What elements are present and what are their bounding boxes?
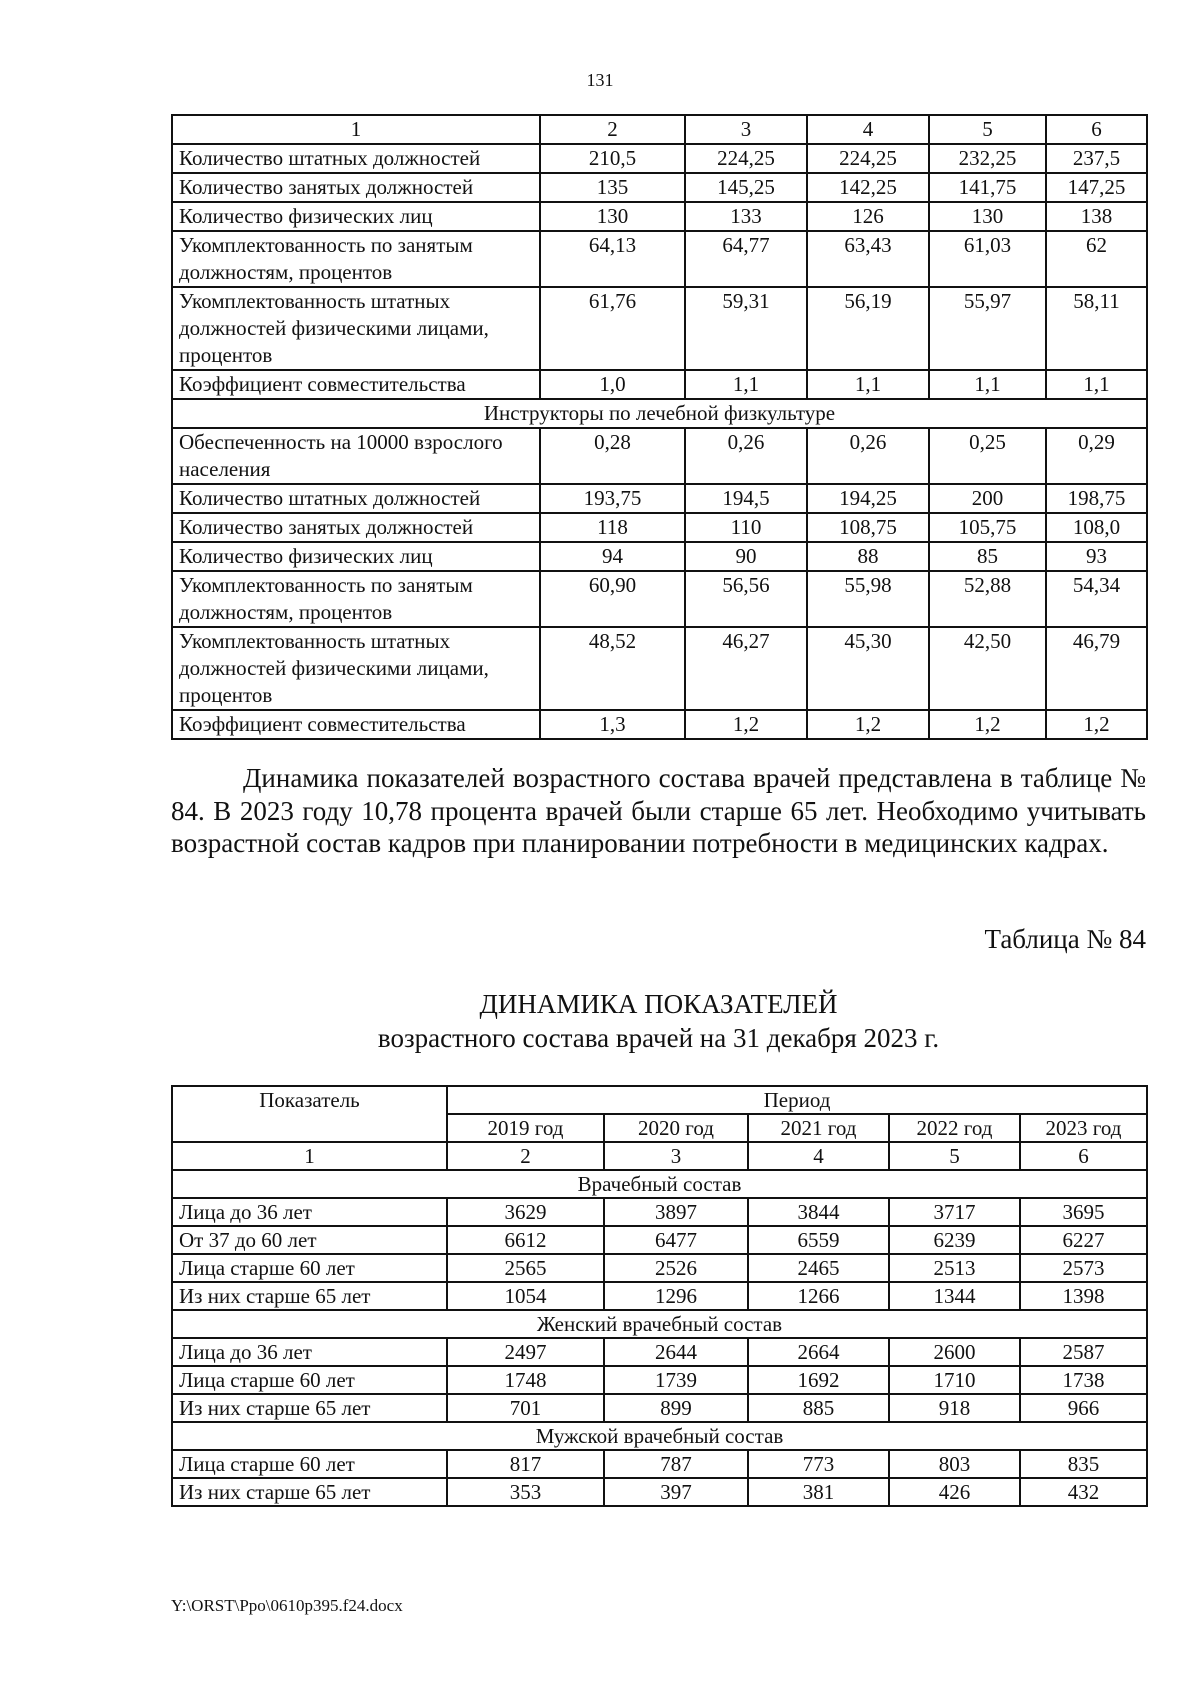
period-header: Период bbox=[447, 1086, 1147, 1114]
cell-value: 105,75 bbox=[929, 513, 1046, 542]
row-label: Укомплектованность по занятым должностям, процентов bbox=[172, 571, 540, 627]
cell-value: 381 bbox=[748, 1478, 889, 1506]
table-row bbox=[172, 1450, 1147, 1478]
table-row bbox=[172, 513, 1147, 542]
cell-value: 1344 bbox=[889, 1282, 1020, 1310]
cell-value: 2497 bbox=[447, 1338, 604, 1366]
row-label: Из них старше 65 лет bbox=[172, 1478, 447, 1506]
cell-value: 3717 bbox=[889, 1198, 1020, 1226]
cell-value: 54,34 bbox=[1046, 571, 1147, 627]
cell-value: 1054 bbox=[447, 1282, 604, 1310]
row-label: Лица старше 60 лет bbox=[172, 1450, 447, 1478]
row-label: Количество занятых должностей bbox=[172, 173, 540, 202]
cell-value: 1,2 bbox=[685, 710, 807, 739]
section-title: Женский врачебный состав bbox=[172, 1310, 1147, 1338]
cell-value: 1,1 bbox=[929, 370, 1046, 399]
cell-value: 88 bbox=[807, 542, 929, 571]
section-row bbox=[172, 1170, 1147, 1198]
cell-value: 59,31 bbox=[685, 287, 807, 370]
cell-value: 56,56 bbox=[685, 571, 807, 627]
row-label: От 37 до 60 лет bbox=[172, 1226, 447, 1254]
column-number: 4 bbox=[748, 1142, 889, 1170]
staffing-table bbox=[171, 114, 1148, 740]
year-header: 2023 год bbox=[1020, 1114, 1147, 1142]
cell-value: 1,0 bbox=[540, 370, 685, 399]
cell-value: 142,25 bbox=[807, 173, 929, 202]
row-label: Лица до 36 лет bbox=[172, 1338, 447, 1366]
cell-value: 55,97 bbox=[929, 287, 1046, 370]
cell-value: 3897 bbox=[604, 1198, 748, 1226]
age-composition-table bbox=[171, 1085, 1148, 1507]
row-label: Количество занятых должностей bbox=[172, 513, 540, 542]
cell-value: 2573 bbox=[1020, 1254, 1147, 1282]
cell-value: 1,1 bbox=[685, 370, 807, 399]
cell-value: 899 bbox=[604, 1394, 748, 1422]
column-number: 3 bbox=[604, 1142, 748, 1170]
cell-value: 232,25 bbox=[929, 144, 1046, 173]
cell-value: 2526 bbox=[604, 1254, 748, 1282]
cell-value: 1398 bbox=[1020, 1282, 1147, 1310]
row-label: Обеспеченность на 10000 взрослого населения bbox=[172, 428, 540, 484]
file-path-footer: Y:\ORST\Ppo\0610p395.f24.docx bbox=[171, 1596, 403, 1615]
cell-value: 0,26 bbox=[807, 428, 929, 484]
row-label: Коэффициент совместительства bbox=[172, 710, 540, 739]
row-label: Укомплектованность штатных должностей физическими лицами, процентов bbox=[172, 287, 540, 370]
cell-value: 2600 bbox=[889, 1338, 1020, 1366]
table-row bbox=[172, 571, 1147, 627]
cell-value: 55,98 bbox=[807, 571, 929, 627]
cell-value: 237,5 bbox=[1046, 144, 1147, 173]
column-number: 6 bbox=[1046, 115, 1147, 144]
cell-value: 126 bbox=[807, 202, 929, 231]
cell-value: 45,30 bbox=[807, 627, 929, 710]
cell-value: 1,3 bbox=[540, 710, 685, 739]
column-number: 4 bbox=[807, 115, 929, 144]
table-title-line1: ДИНАМИКА ПОКАЗАТЕЛЕЙ bbox=[479, 989, 838, 1019]
cell-value: 0,26 bbox=[685, 428, 807, 484]
cell-value: 0,29 bbox=[1046, 428, 1147, 484]
paragraph-text: Динамика показателей возрастного состава врачей представлена в таблице № 84. В 2023 году 10,78 процента врачей были старше 65 лет. Необходимо учитывать возрастной состав кадров при планировании потребности в медицинских кадрах. bbox=[171, 763, 1146, 858]
cell-value: 135 bbox=[540, 173, 685, 202]
cell-value: 432 bbox=[1020, 1478, 1147, 1506]
cell-value: 835 bbox=[1020, 1450, 1147, 1478]
table-row bbox=[172, 627, 1147, 710]
cell-value: 2664 bbox=[748, 1338, 889, 1366]
cell-value: 2587 bbox=[1020, 1338, 1147, 1366]
cell-value: 133 bbox=[685, 202, 807, 231]
cell-value: 210,5 bbox=[540, 144, 685, 173]
section-row bbox=[172, 1310, 1147, 1338]
cell-value: 1739 bbox=[604, 1366, 748, 1394]
cell-value: 198,75 bbox=[1046, 484, 1147, 513]
cell-value: 56,19 bbox=[807, 287, 929, 370]
table-title-line2: возрастного состава врачей на 31 декабря 2023 г. bbox=[377, 1023, 940, 1053]
cell-value: 58,11 bbox=[1046, 287, 1147, 370]
cell-value: 60,90 bbox=[540, 571, 685, 627]
cell-value: 3695 bbox=[1020, 1198, 1147, 1226]
cell-value: 42,50 bbox=[929, 627, 1046, 710]
cell-value: 1266 bbox=[748, 1282, 889, 1310]
table-row bbox=[172, 1394, 1147, 1422]
column-number: 2 bbox=[447, 1142, 604, 1170]
table-header-row bbox=[172, 1086, 1147, 1114]
cell-value: 885 bbox=[748, 1394, 889, 1422]
table-row bbox=[172, 287, 1147, 370]
cell-value: 61,03 bbox=[929, 231, 1046, 287]
column-number: 5 bbox=[889, 1142, 1020, 1170]
cell-value: 773 bbox=[748, 1450, 889, 1478]
cell-value: 62 bbox=[1046, 231, 1147, 287]
cell-value: 0,25 bbox=[929, 428, 1046, 484]
section-row bbox=[172, 1422, 1147, 1450]
cell-value: 966 bbox=[1020, 1394, 1147, 1422]
cell-value: 138 bbox=[1046, 202, 1147, 231]
section-title: Врачебный состав bbox=[172, 1170, 1147, 1198]
cell-value: 3629 bbox=[447, 1198, 604, 1226]
cell-value: 200 bbox=[929, 484, 1046, 513]
table-row bbox=[172, 1366, 1147, 1394]
cell-value: 6239 bbox=[889, 1226, 1020, 1254]
row-label: Лица старше 60 лет bbox=[172, 1366, 447, 1394]
row-label: Лица старше 60 лет bbox=[172, 1254, 447, 1282]
cell-value: 130 bbox=[540, 202, 685, 231]
cell-value: 90 bbox=[685, 542, 807, 571]
page-number: 131 bbox=[586, 70, 614, 90]
row-label: Укомплектованность по занятым должностям, процентов bbox=[172, 231, 540, 287]
year-header: 2022 год bbox=[889, 1114, 1020, 1142]
cell-value: 1,2 bbox=[1046, 710, 1147, 739]
table-row bbox=[172, 202, 1147, 231]
row-label: Количество физических лиц bbox=[172, 202, 540, 231]
table-row bbox=[172, 428, 1147, 484]
cell-value: 141,75 bbox=[929, 173, 1046, 202]
cell-value: 2513 bbox=[889, 1254, 1020, 1282]
row-label: Количество штатных должностей bbox=[172, 144, 540, 173]
row-label: Количество штатных должностей bbox=[172, 484, 540, 513]
table-row bbox=[172, 1226, 1147, 1254]
cell-value: 6477 bbox=[604, 1226, 748, 1254]
cell-value: 61,76 bbox=[540, 287, 685, 370]
cell-value: 110 bbox=[685, 513, 807, 542]
body-paragraph bbox=[171, 762, 1146, 860]
cell-value: 93 bbox=[1046, 542, 1147, 571]
indicator-header: Показатель bbox=[172, 1086, 447, 1142]
cell-value: 2644 bbox=[604, 1338, 748, 1366]
cell-value: 63,43 bbox=[807, 231, 929, 287]
cell-value: 426 bbox=[889, 1478, 1020, 1506]
column-number: 1 bbox=[172, 115, 540, 144]
cell-value: 145,25 bbox=[685, 173, 807, 202]
cell-value: 353 bbox=[447, 1478, 604, 1506]
cell-value: 3844 bbox=[748, 1198, 889, 1226]
table-header-row bbox=[172, 115, 1147, 144]
row-label: Лица до 36 лет bbox=[172, 1198, 447, 1226]
column-number: 2 bbox=[540, 115, 685, 144]
cell-value: 803 bbox=[889, 1450, 1020, 1478]
cell-value: 85 bbox=[929, 542, 1046, 571]
row-label: Количество физических лиц bbox=[172, 542, 540, 571]
cell-value: 2565 bbox=[447, 1254, 604, 1282]
cell-value: 1,1 bbox=[1046, 370, 1147, 399]
cell-value: 147,25 bbox=[1046, 173, 1147, 202]
cell-value: 1710 bbox=[889, 1366, 1020, 1394]
table-row bbox=[172, 1198, 1147, 1226]
cell-value: 194,25 bbox=[807, 484, 929, 513]
cell-value: 1738 bbox=[1020, 1366, 1147, 1394]
table-row bbox=[172, 1254, 1147, 1282]
cell-value: 224,25 bbox=[807, 144, 929, 173]
cell-value: 130 bbox=[929, 202, 1046, 231]
row-label: Укомплектованность штатных должностей физическими лицами, процентов bbox=[172, 627, 540, 710]
year-header: 2019 год bbox=[447, 1114, 604, 1142]
cell-value: 108,0 bbox=[1046, 513, 1147, 542]
cell-value: 1296 bbox=[604, 1282, 748, 1310]
table-row bbox=[172, 1282, 1147, 1310]
cell-value: 194,5 bbox=[685, 484, 807, 513]
cell-value: 817 bbox=[447, 1450, 604, 1478]
column-number: 5 bbox=[929, 115, 1046, 144]
cell-value: 224,25 bbox=[685, 144, 807, 173]
column-numbers-row bbox=[172, 1142, 1147, 1170]
section-title: Инструкторы по лечебной физкультуре bbox=[172, 399, 1147, 428]
cell-value: 48,52 bbox=[540, 627, 685, 710]
cell-value: 1692 bbox=[748, 1366, 889, 1394]
cell-value: 1,1 bbox=[807, 370, 929, 399]
cell-value: 64,13 bbox=[540, 231, 685, 287]
column-number: 3 bbox=[685, 115, 807, 144]
cell-value: 918 bbox=[889, 1394, 1020, 1422]
cell-value: 6559 bbox=[748, 1226, 889, 1254]
cell-value: 46,79 bbox=[1046, 627, 1147, 710]
year-header: 2021 год bbox=[748, 1114, 889, 1142]
table-row bbox=[172, 710, 1147, 739]
cell-value: 94 bbox=[540, 542, 685, 571]
table-row bbox=[172, 173, 1147, 202]
cell-value: 193,75 bbox=[540, 484, 685, 513]
row-label: Коэффициент совместительства bbox=[172, 370, 540, 399]
cell-value: 1,2 bbox=[929, 710, 1046, 739]
row-label: Из них старше 65 лет bbox=[172, 1282, 447, 1310]
table-row bbox=[172, 144, 1147, 173]
cell-value: 52,88 bbox=[929, 571, 1046, 627]
table-row bbox=[172, 231, 1147, 287]
table-row bbox=[172, 1338, 1147, 1366]
section-title: Мужской врачебный состав bbox=[172, 1422, 1147, 1450]
table-row bbox=[172, 484, 1147, 513]
table-row bbox=[172, 1478, 1147, 1506]
cell-value: 118 bbox=[540, 513, 685, 542]
table-title bbox=[171, 987, 1146, 1055]
cell-value: 46,27 bbox=[685, 627, 807, 710]
cell-value: 64,77 bbox=[685, 231, 807, 287]
cell-value: 1,2 bbox=[807, 710, 929, 739]
cell-value: 787 bbox=[604, 1450, 748, 1478]
cell-value: 0,28 bbox=[540, 428, 685, 484]
cell-value: 1748 bbox=[447, 1366, 604, 1394]
table-row bbox=[172, 370, 1147, 399]
section-row bbox=[172, 399, 1147, 428]
column-number: 1 bbox=[172, 1142, 447, 1170]
cell-value: 397 bbox=[604, 1478, 748, 1506]
year-header: 2020 год bbox=[604, 1114, 748, 1142]
column-number: 6 bbox=[1020, 1142, 1147, 1170]
cell-value: 108,75 bbox=[807, 513, 929, 542]
row-label: Из них старше 65 лет bbox=[172, 1394, 447, 1422]
table-caption: Таблица № 84 bbox=[984, 924, 1146, 954]
cell-value: 6612 bbox=[447, 1226, 604, 1254]
table-row bbox=[172, 542, 1147, 571]
cell-value: 701 bbox=[447, 1394, 604, 1422]
cell-value: 6227 bbox=[1020, 1226, 1147, 1254]
cell-value: 2465 bbox=[748, 1254, 889, 1282]
